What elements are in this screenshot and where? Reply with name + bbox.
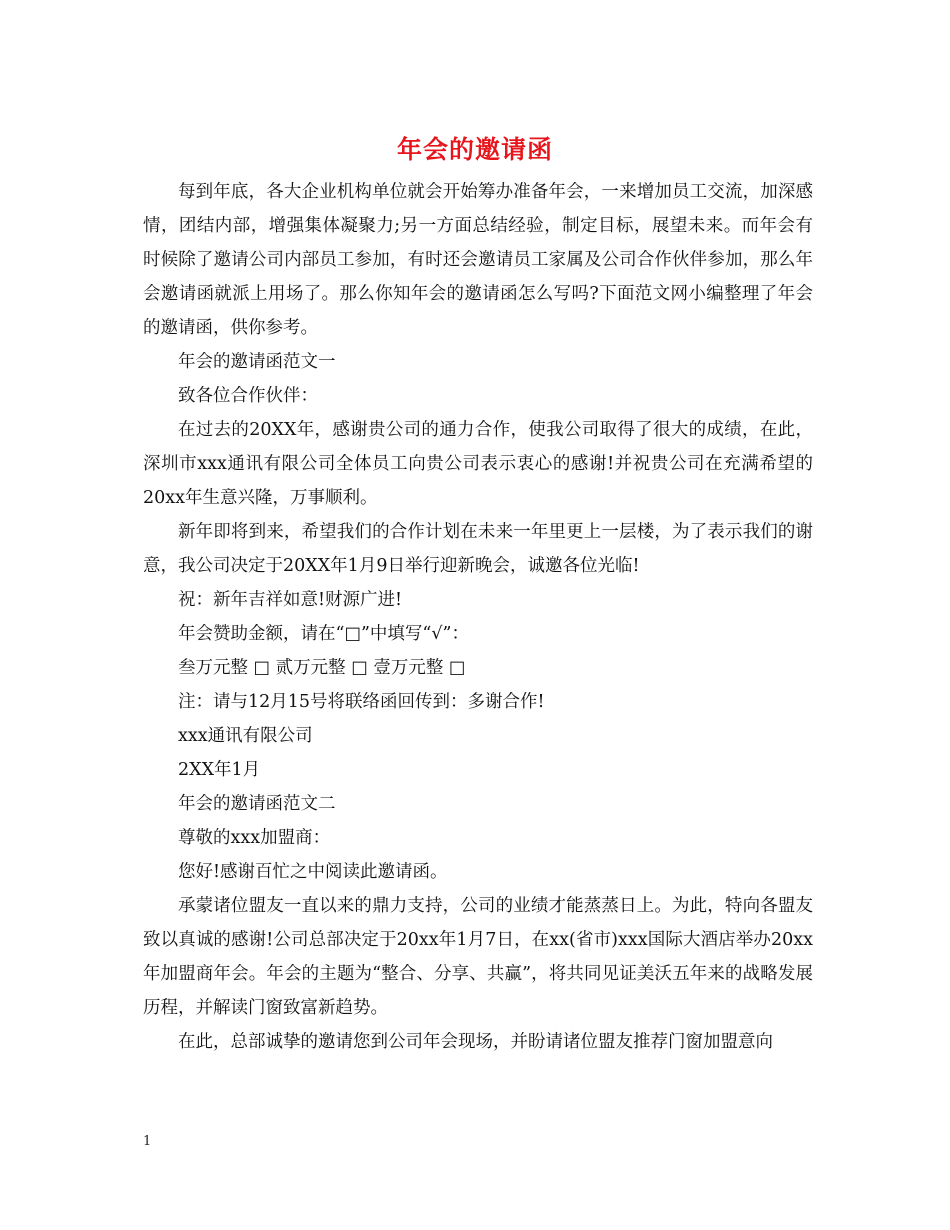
intro-paragraph: 每到年底，各大企业机构单位就会开始筹办准备年会，一来增加员工交流，加深感情，团结内部，增强集体凝聚力;另一方面总结经验，制定目标，展望未来。而年会有时候除了邀请公司内部员工参加，有时还会邀请员工家属及公司合作伙伴参加，那么年会邀请函就派上用场了。那么你知年会的邀请函怎么写吗?下面范文网小编整理了年会的邀请函，供你参考。 [143,182,813,338]
salutation-partners: 致各位合作伙伴： [178,386,318,406]
note-line: 注：请与12月15号将联络函回传到：多谢合作! [178,692,545,712]
salutation-franchisee: 尊敬的xxx加盟商： [178,828,331,848]
signature-date: 2XX年1月 [178,760,261,780]
sponsorship-instruction: 年会赞助金额，请在“□”中填写“√”： [178,624,469,644]
annual-meeting-paragraph: 承蒙诸位盟友一直以来的鼎力支持，公司的业绩才能蒸蒸日上。为此，特向各盟友致以真诚的感谢!公司总部决定于20xx年1月7日，在xx(省市)xxx国际大酒店举办20xx年加盟商年会。年会的主题为“整合、分享、共赢”，将共同见证美沃五年来的战略发展历程，并解读门窗致富新趋势。 [143,896,813,1018]
document-body [143,175,813,1059]
invitation-paragraph: 新年即将到来，希望我们的合作计划在未来一年里更上一层楼，为了表示我们的谢意，我公司决定于20XX年1月9日举行迎新晚会，诚邀各位光临! [143,522,813,576]
sample-one-heading: 年会的邀请函范文一 [178,352,336,372]
sponsorship-options: 叁万元整 □ 贰万元整 □ 壹万元整 □ [178,658,466,678]
thanks-paragraph: 在过去的20XX年，感谢贵公司的通力合作，使我公司取得了很大的成绩，在此，深圳市xxx通讯有限公司全体员工向贵公司表示衷心的感谢!并祝贵公司在充满希望的20xx年生意兴隆，万事顺利。 [143,420,813,508]
company-signature: xxx通讯有限公司 [178,726,313,746]
closing-paragraph: 在此，总部诚挚的邀请您到公司年会现场，并盼请诸位盟友推荐门窗加盟意向 [178,1032,773,1052]
document-title: 年会的邀请函 [396,135,553,164]
greeting-line: 您好!感谢百忙之中阅读此邀请函。 [178,862,448,882]
wishes-line: 祝：新年吉祥如意!财源广进! [178,590,403,610]
page-number: 1 [143,1134,152,1149]
sample-two-heading: 年会的邀请函范文二 [178,794,336,814]
